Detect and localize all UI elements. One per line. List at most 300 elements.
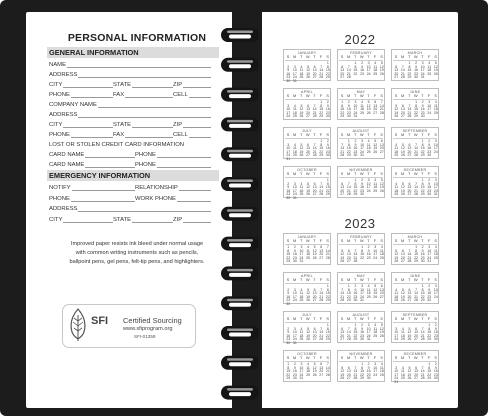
day-number[interactable]: 28 <box>319 192 324 196</box>
day-number[interactable]: 3 <box>300 245 303 249</box>
day-number[interactable]: 2 <box>367 362 370 366</box>
day-number[interactable]: 22 <box>286 255 291 260</box>
day-number[interactable]: 2 <box>428 139 431 143</box>
day-number[interactable]: 18 <box>373 68 378 72</box>
day-number[interactable]: 3 <box>434 139 437 143</box>
day-number[interactable]: 19 <box>379 185 384 189</box>
day-number[interactable]: 28 <box>346 192 351 196</box>
day-number[interactable]: 20 <box>319 252 324 256</box>
day-number[interactable]: 25 <box>306 372 310 377</box>
day-number[interactable]: 17 <box>299 252 304 256</box>
day-number[interactable]: 22 <box>353 188 358 193</box>
day-number[interactable]: 18 <box>306 252 310 256</box>
day-number[interactable]: 21 <box>407 110 412 115</box>
day-number[interactable]: 11 <box>373 64 378 69</box>
day-number[interactable]: 1 <box>347 284 350 288</box>
day-number[interactable]: 18 <box>433 107 438 111</box>
day-number[interactable]: 5 <box>374 284 377 288</box>
day-number[interactable]: 1 <box>347 139 350 143</box>
day-number[interactable]: 22 <box>353 71 358 76</box>
day-number[interactable]: 29 <box>420 192 425 196</box>
day-number[interactable]: 24 <box>373 255 378 260</box>
day-number[interactable]: 31 <box>292 195 297 200</box>
day-number[interactable]: 31 <box>286 156 291 161</box>
day-number[interactable]: 2 <box>287 64 290 69</box>
day-number[interactable]: 19 <box>400 149 405 154</box>
day-number[interactable]: 6 <box>320 362 323 366</box>
day-number[interactable]: 16 <box>286 294 291 299</box>
day-number[interactable]: 7 <box>347 64 350 69</box>
day-number[interactable]: 11 <box>434 248 438 253</box>
day-number[interactable]: 17 <box>433 291 438 295</box>
day-number[interactable]: 20 <box>407 294 412 299</box>
day-number[interactable]: 16 <box>292 252 297 256</box>
day-number[interactable]: 9 <box>287 185 290 189</box>
day-number[interactable]: 27 <box>414 376 418 380</box>
day-number[interactable]: 6 <box>320 245 323 249</box>
day-number[interactable]: 12 <box>394 252 399 256</box>
day-number[interactable]: 23 <box>325 110 330 115</box>
day-number[interactable]: 7 <box>320 326 323 331</box>
day-number[interactable]: 6 <box>313 326 316 331</box>
day-number[interactable]: 16 <box>433 330 438 334</box>
day-number[interactable]: 22 <box>427 333 432 338</box>
day-number[interactable]: 23 <box>420 110 425 115</box>
day-number[interactable]: 14 <box>414 185 418 189</box>
day-number[interactable]: 25 <box>299 75 304 79</box>
day-number[interactable]: 15 <box>325 68 330 72</box>
day-number[interactable]: 9 <box>367 248 370 253</box>
day-number[interactable]: 10 <box>373 365 378 370</box>
day-number[interactable]: 27 <box>306 114 310 118</box>
day-number[interactable]: 24 <box>286 114 291 118</box>
day-number[interactable]: 8 <box>341 103 344 108</box>
day-number[interactable]: 20 <box>340 188 345 193</box>
day-number[interactable]: 8 <box>428 365 431 370</box>
day-number[interactable]: 26 <box>379 188 384 193</box>
day-number[interactable]: 27 <box>312 337 317 341</box>
day-number[interactable]: 29 <box>414 114 418 118</box>
day-number[interactable]: 7 <box>341 287 344 292</box>
day-number[interactable]: 30 <box>420 259 425 263</box>
day-number[interactable]: 5 <box>434 61 437 65</box>
day-number[interactable]: 10 <box>420 64 425 69</box>
day-number[interactable]: 6 <box>347 248 350 253</box>
day-number[interactable]: 28 <box>325 372 330 377</box>
day-number[interactable]: 16 <box>427 291 432 295</box>
day-number[interactable]: 15 <box>319 146 324 150</box>
day-number[interactable]: 29 <box>340 114 345 118</box>
day-number[interactable]: 11 <box>394 146 399 150</box>
day-number[interactable]: 30 <box>427 192 432 196</box>
day-number[interactable]: 2 <box>293 362 296 366</box>
day-number[interactable]: 13 <box>340 330 345 334</box>
day-number[interactable]: 21 <box>420 372 425 377</box>
day-number[interactable]: 18 <box>379 369 384 373</box>
day-number[interactable]: 18 <box>299 294 304 299</box>
day-number[interactable]: 23 <box>427 188 432 193</box>
day-number[interactable]: 26 <box>379 71 384 76</box>
day-number[interactable]: 5 <box>300 142 303 147</box>
day-number[interactable]: 24 <box>286 153 291 157</box>
day-number[interactable]: 19 <box>379 330 384 334</box>
day-number[interactable]: 1 <box>287 362 290 366</box>
day-number[interactable]: 26 <box>306 298 310 302</box>
day-number[interactable]: 14 <box>346 185 351 189</box>
day-number[interactable]: 19 <box>407 372 412 377</box>
day-number[interactable]: 26 <box>366 110 371 115</box>
day-number[interactable]: 10 <box>433 181 438 186</box>
day-number[interactable]: 1 <box>326 61 329 65</box>
day-number[interactable]: 16 <box>360 330 364 334</box>
day-number[interactable]: 13 <box>379 287 384 292</box>
day-number[interactable]: 3 <box>287 142 290 147</box>
day-number[interactable]: 19 <box>366 107 371 111</box>
day-number[interactable]: 18 <box>394 149 399 154</box>
day-number[interactable]: 22 <box>325 333 330 338</box>
day-number[interactable]: 14 <box>407 252 412 256</box>
day-number[interactable]: 22 <box>325 294 330 299</box>
day-number[interactable]: 12 <box>407 330 412 334</box>
day-number[interactable]: 2 <box>421 245 424 249</box>
day-number[interactable]: 29 <box>325 337 330 341</box>
day-number[interactable]: 8 <box>326 287 329 292</box>
day-number[interactable]: 2 <box>354 284 357 288</box>
day-number[interactable]: 13 <box>379 142 384 147</box>
day-number[interactable]: 9 <box>347 103 350 108</box>
day-number[interactable]: 25 <box>394 192 399 196</box>
day-number[interactable]: 9 <box>415 64 418 69</box>
day-number[interactable]: 24 <box>433 188 438 193</box>
day-number[interactable]: 23 <box>414 71 418 76</box>
day-number[interactable]: 2 <box>421 100 424 104</box>
day-number[interactable]: 6 <box>408 287 411 292</box>
day-number[interactable]: 31 <box>366 337 371 341</box>
day-number[interactable]: 31 <box>420 75 425 79</box>
day-number[interactable]: 25 <box>366 149 371 154</box>
day-number[interactable]: 13 <box>312 291 317 295</box>
day-number[interactable]: 17 <box>360 291 364 295</box>
day-number[interactable]: 7 <box>380 100 383 104</box>
day-number[interactable]: 26 <box>340 259 345 263</box>
day-number[interactable]: 20 <box>312 294 317 299</box>
day-number[interactable]: 29 <box>319 153 324 157</box>
day-number[interactable]: 18 <box>394 294 399 299</box>
day-number[interactable]: 28 <box>414 153 418 157</box>
day-number[interactable]: 7 <box>320 64 323 69</box>
day-number[interactable]: 15 <box>420 146 425 150</box>
day-number[interactable]: 25 <box>373 188 378 193</box>
day-number[interactable]: 19 <box>306 294 310 299</box>
day-number[interactable]: 27 <box>319 372 324 377</box>
day-number[interactable]: 28 <box>346 75 351 79</box>
day-number[interactable]: 29 <box>319 114 324 118</box>
day-number[interactable]: 19 <box>299 110 304 115</box>
day-number[interactable]: 19 <box>340 255 345 260</box>
day-number[interactable]: 5 <box>401 142 404 147</box>
day-number[interactable]: 3 <box>354 100 357 104</box>
day-number[interactable]: 18 <box>306 369 310 373</box>
day-number[interactable]: 8 <box>347 142 350 147</box>
day-number[interactable]: 16 <box>366 252 371 256</box>
day-number[interactable]: 2 <box>287 181 290 186</box>
day-number[interactable]: 26 <box>312 372 317 377</box>
day-number[interactable]: 30 <box>433 337 438 341</box>
day-number[interactable]: 8 <box>428 326 431 331</box>
day-number[interactable]: 21 <box>325 252 330 256</box>
day-number[interactable]: 14 <box>325 365 330 370</box>
day-number[interactable]: 11 <box>434 103 438 108</box>
day-number[interactable]: 24 <box>299 255 304 260</box>
day-number[interactable]: 14 <box>319 185 324 189</box>
day-number[interactable]: 21 <box>414 294 418 299</box>
day-number[interactable]: 8 <box>354 181 357 186</box>
day-number[interactable]: 15 <box>420 185 425 189</box>
day-number[interactable]: 13 <box>373 103 378 108</box>
day-number[interactable]: 20 <box>394 71 399 76</box>
day-number[interactable]: 9 <box>361 64 364 69</box>
day-number[interactable]: 13 <box>312 68 317 72</box>
day-number[interactable]: 27 <box>346 376 351 380</box>
day-number[interactable]: 6 <box>307 142 310 147</box>
day-number[interactable]: 26 <box>306 75 310 79</box>
day-number[interactable]: 23 <box>325 149 330 154</box>
day-number[interactable]: 30 <box>292 376 297 380</box>
day-number[interactable]: 26 <box>394 259 399 263</box>
day-number[interactable]: 24 <box>394 376 399 380</box>
day-number[interactable]: 24 <box>292 75 297 79</box>
day-number[interactable]: 13 <box>340 185 345 189</box>
day-number[interactable]: 27 <box>373 110 378 115</box>
day-number[interactable]: 14 <box>414 146 418 150</box>
day-number[interactable]: 10 <box>427 103 432 108</box>
day-number[interactable]: 20 <box>407 188 412 193</box>
day-number[interactable]: 16 <box>286 333 291 338</box>
day-number[interactable]: 3 <box>421 61 424 65</box>
day-number[interactable]: 30 <box>286 340 291 345</box>
day-number[interactable]: 21 <box>414 149 418 154</box>
day-number[interactable]: 15 <box>325 330 330 334</box>
day-number[interactable]: 11 <box>401 330 405 334</box>
day-number[interactable]: 5 <box>307 326 310 331</box>
day-number[interactable]: 20 <box>346 372 351 377</box>
day-number[interactable]: 27 <box>407 153 412 157</box>
day-number[interactable]: 1 <box>361 362 364 366</box>
day-number[interactable]: 1 <box>354 61 357 65</box>
day-number[interactable]: 13 <box>340 68 345 72</box>
day-number[interactable]: 28 <box>420 376 425 380</box>
day-number[interactable]: 13 <box>346 252 351 256</box>
day-number[interactable]: 29 <box>346 153 351 157</box>
day-number[interactable]: 12 <box>306 291 310 295</box>
day-number[interactable]: 6 <box>415 365 418 370</box>
day-number[interactable]: 28 <box>325 255 330 260</box>
day-number[interactable]: 16 <box>286 71 291 76</box>
day-number[interactable]: 27 <box>312 192 317 196</box>
day-number[interactable]: 2 <box>361 178 364 182</box>
day-number[interactable]: 26 <box>379 333 384 338</box>
day-number[interactable]: 5 <box>408 365 411 370</box>
day-number[interactable]: 30 <box>325 153 330 157</box>
day-number[interactable]: 25 <box>400 376 405 380</box>
day-number[interactable]: 15 <box>414 252 418 256</box>
day-number[interactable]: 20 <box>414 333 418 338</box>
day-number[interactable]: 17 <box>360 146 364 150</box>
day-number[interactable]: 22 <box>286 372 291 377</box>
day-number[interactable]: 18 <box>373 185 378 189</box>
day-number[interactable]: 4 <box>395 142 398 147</box>
day-number[interactable]: 28 <box>379 110 384 115</box>
day-number[interactable]: 7 <box>354 365 357 370</box>
day-number[interactable]: 22 <box>325 71 330 76</box>
day-number[interactable]: 3 <box>428 245 431 249</box>
day-number[interactable]: 26 <box>340 376 345 380</box>
day-number[interactable]: 19 <box>373 146 378 150</box>
day-number[interactable]: 5 <box>307 287 310 292</box>
day-number[interactable]: 4 <box>374 323 377 327</box>
day-number[interactable]: 1 <box>428 362 431 366</box>
day-number[interactable]: 29 <box>325 192 330 196</box>
day-number[interactable]: 20 <box>379 291 384 295</box>
day-number[interactable]: 25 <box>299 192 304 196</box>
day-number[interactable]: 14 <box>319 68 324 72</box>
day-number[interactable]: 2 <box>326 100 329 104</box>
day-number[interactable]: 12 <box>366 103 371 108</box>
day-number[interactable]: 7 <box>354 248 357 253</box>
day-number[interactable]: 2 <box>428 178 431 182</box>
day-number[interactable]: 20 <box>306 110 310 115</box>
day-number[interactable]: 24 <box>292 192 297 196</box>
day-number[interactable]: 15 <box>325 185 330 189</box>
day-number[interactable]: 31 <box>360 153 364 157</box>
day-number[interactable]: 22 <box>420 188 425 193</box>
day-number[interactable]: 5 <box>395 248 398 253</box>
day-number[interactable]: 7 <box>313 142 316 147</box>
day-number[interactable]: 15 <box>360 252 364 256</box>
day-number[interactable]: 8 <box>326 64 329 69</box>
day-number[interactable]: 4 <box>293 103 296 108</box>
day-number[interactable]: 1 <box>415 100 418 104</box>
day-number[interactable]: 11 <box>427 64 432 69</box>
day-number[interactable]: 26 <box>373 149 378 154</box>
day-number[interactable]: 7 <box>320 287 323 292</box>
day-number[interactable]: 3 <box>293 287 296 292</box>
day-number[interactable]: 21 <box>325 369 330 373</box>
day-number[interactable]: 23 <box>360 333 364 338</box>
day-number[interactable]: 25 <box>394 153 399 157</box>
day-number[interactable]: 2 <box>326 139 329 143</box>
day-number[interactable]: 21 <box>312 149 317 154</box>
day-number[interactable]: 14 <box>414 291 418 295</box>
day-number[interactable]: 5 <box>401 287 404 292</box>
day-number[interactable]: 10 <box>366 64 371 69</box>
day-number[interactable]: 2 <box>287 326 290 331</box>
day-number[interactable]: 7 <box>408 103 411 108</box>
day-number[interactable]: 29 <box>325 298 330 302</box>
day-number[interactable]: 8 <box>354 64 357 69</box>
day-number[interactable]: 5 <box>367 100 370 104</box>
day-number[interactable]: 28 <box>414 298 418 302</box>
day-number[interactable]: 30 <box>427 298 432 302</box>
day-number[interactable]: 22 <box>427 372 432 377</box>
day-number[interactable]: 12 <box>394 107 399 111</box>
day-number[interactable]: 30 <box>353 153 358 157</box>
day-number[interactable]: 16 <box>366 369 371 373</box>
day-number[interactable]: 23 <box>353 294 358 299</box>
day-number[interactable]: 1 <box>421 139 424 143</box>
day-number[interactable]: 24 <box>366 333 371 338</box>
day-number[interactable]: 15 <box>353 185 358 189</box>
day-number[interactable]: 11 <box>306 365 310 370</box>
day-number[interactable]: 24 <box>292 298 297 302</box>
day-number[interactable]: 2 <box>367 245 370 249</box>
day-number[interactable]: 29 <box>427 376 432 380</box>
day-number[interactable]: 23 <box>427 294 432 299</box>
day-number[interactable]: 12 <box>340 369 345 373</box>
day-number[interactable]: 12 <box>299 146 304 150</box>
day-number[interactable]: 3 <box>434 284 437 288</box>
day-number[interactable]: 9 <box>287 291 290 295</box>
day-number[interactable]: 14 <box>379 103 384 108</box>
day-number[interactable]: 9 <box>287 68 290 72</box>
day-number[interactable]: 19 <box>312 252 317 256</box>
day-number[interactable]: 4 <box>401 326 404 331</box>
day-number[interactable]: 13 <box>319 365 324 370</box>
day-number[interactable]: 26 <box>312 255 317 260</box>
day-number[interactable]: 29 <box>414 259 418 263</box>
day-number[interactable]: 12 <box>373 287 378 292</box>
day-number[interactable]: 17 <box>427 252 432 256</box>
day-number[interactable]: 3 <box>395 326 398 331</box>
day-number[interactable]: 31 <box>427 259 432 263</box>
day-number[interactable]: 11 <box>299 185 304 189</box>
day-number[interactable]: 18 <box>366 146 371 150</box>
day-number[interactable]: 25 <box>299 298 304 302</box>
day-number[interactable]: 12 <box>306 68 310 72</box>
day-number[interactable]: 22 <box>319 110 324 115</box>
day-number[interactable]: 11 <box>373 326 378 331</box>
day-number[interactable]: 18 <box>433 252 438 256</box>
day-number[interactable]: 28 <box>319 75 324 79</box>
day-number[interactable]: 28 <box>420 337 425 341</box>
day-number[interactable]: 24 <box>427 255 432 260</box>
day-number[interactable]: 9 <box>421 248 424 253</box>
day-number[interactable]: 15 <box>360 369 364 373</box>
day-number[interactable]: 24 <box>433 294 438 299</box>
day-number[interactable]: 4 <box>307 362 310 366</box>
day-number[interactable]: 26 <box>407 337 412 341</box>
day-number[interactable]: 29 <box>353 337 358 341</box>
day-number[interactable]: 22 <box>360 372 364 377</box>
day-number[interactable]: 2 <box>354 139 357 143</box>
day-number[interactable]: 20 <box>340 71 345 76</box>
day-number[interactable]: 5 <box>374 139 377 143</box>
day-number[interactable]: 3 <box>367 61 370 65</box>
day-number[interactable]: 10 <box>366 326 371 331</box>
day-number[interactable]: 1 <box>354 323 357 327</box>
day-number[interactable]: 12 <box>400 146 405 150</box>
day-number[interactable]: 25 <box>400 337 405 341</box>
day-number[interactable]: 26 <box>306 337 310 341</box>
day-number[interactable]: 3 <box>395 365 398 370</box>
day-number[interactable]: 27 <box>319 255 324 260</box>
day-number[interactable]: 29 <box>286 376 291 380</box>
day-number[interactable]: 29 <box>346 298 351 302</box>
day-number[interactable]: 31 <box>292 340 297 345</box>
day-number[interactable]: 14 <box>420 330 425 334</box>
day-number[interactable]: 10 <box>286 146 291 150</box>
day-number[interactable]: 13 <box>407 185 412 189</box>
